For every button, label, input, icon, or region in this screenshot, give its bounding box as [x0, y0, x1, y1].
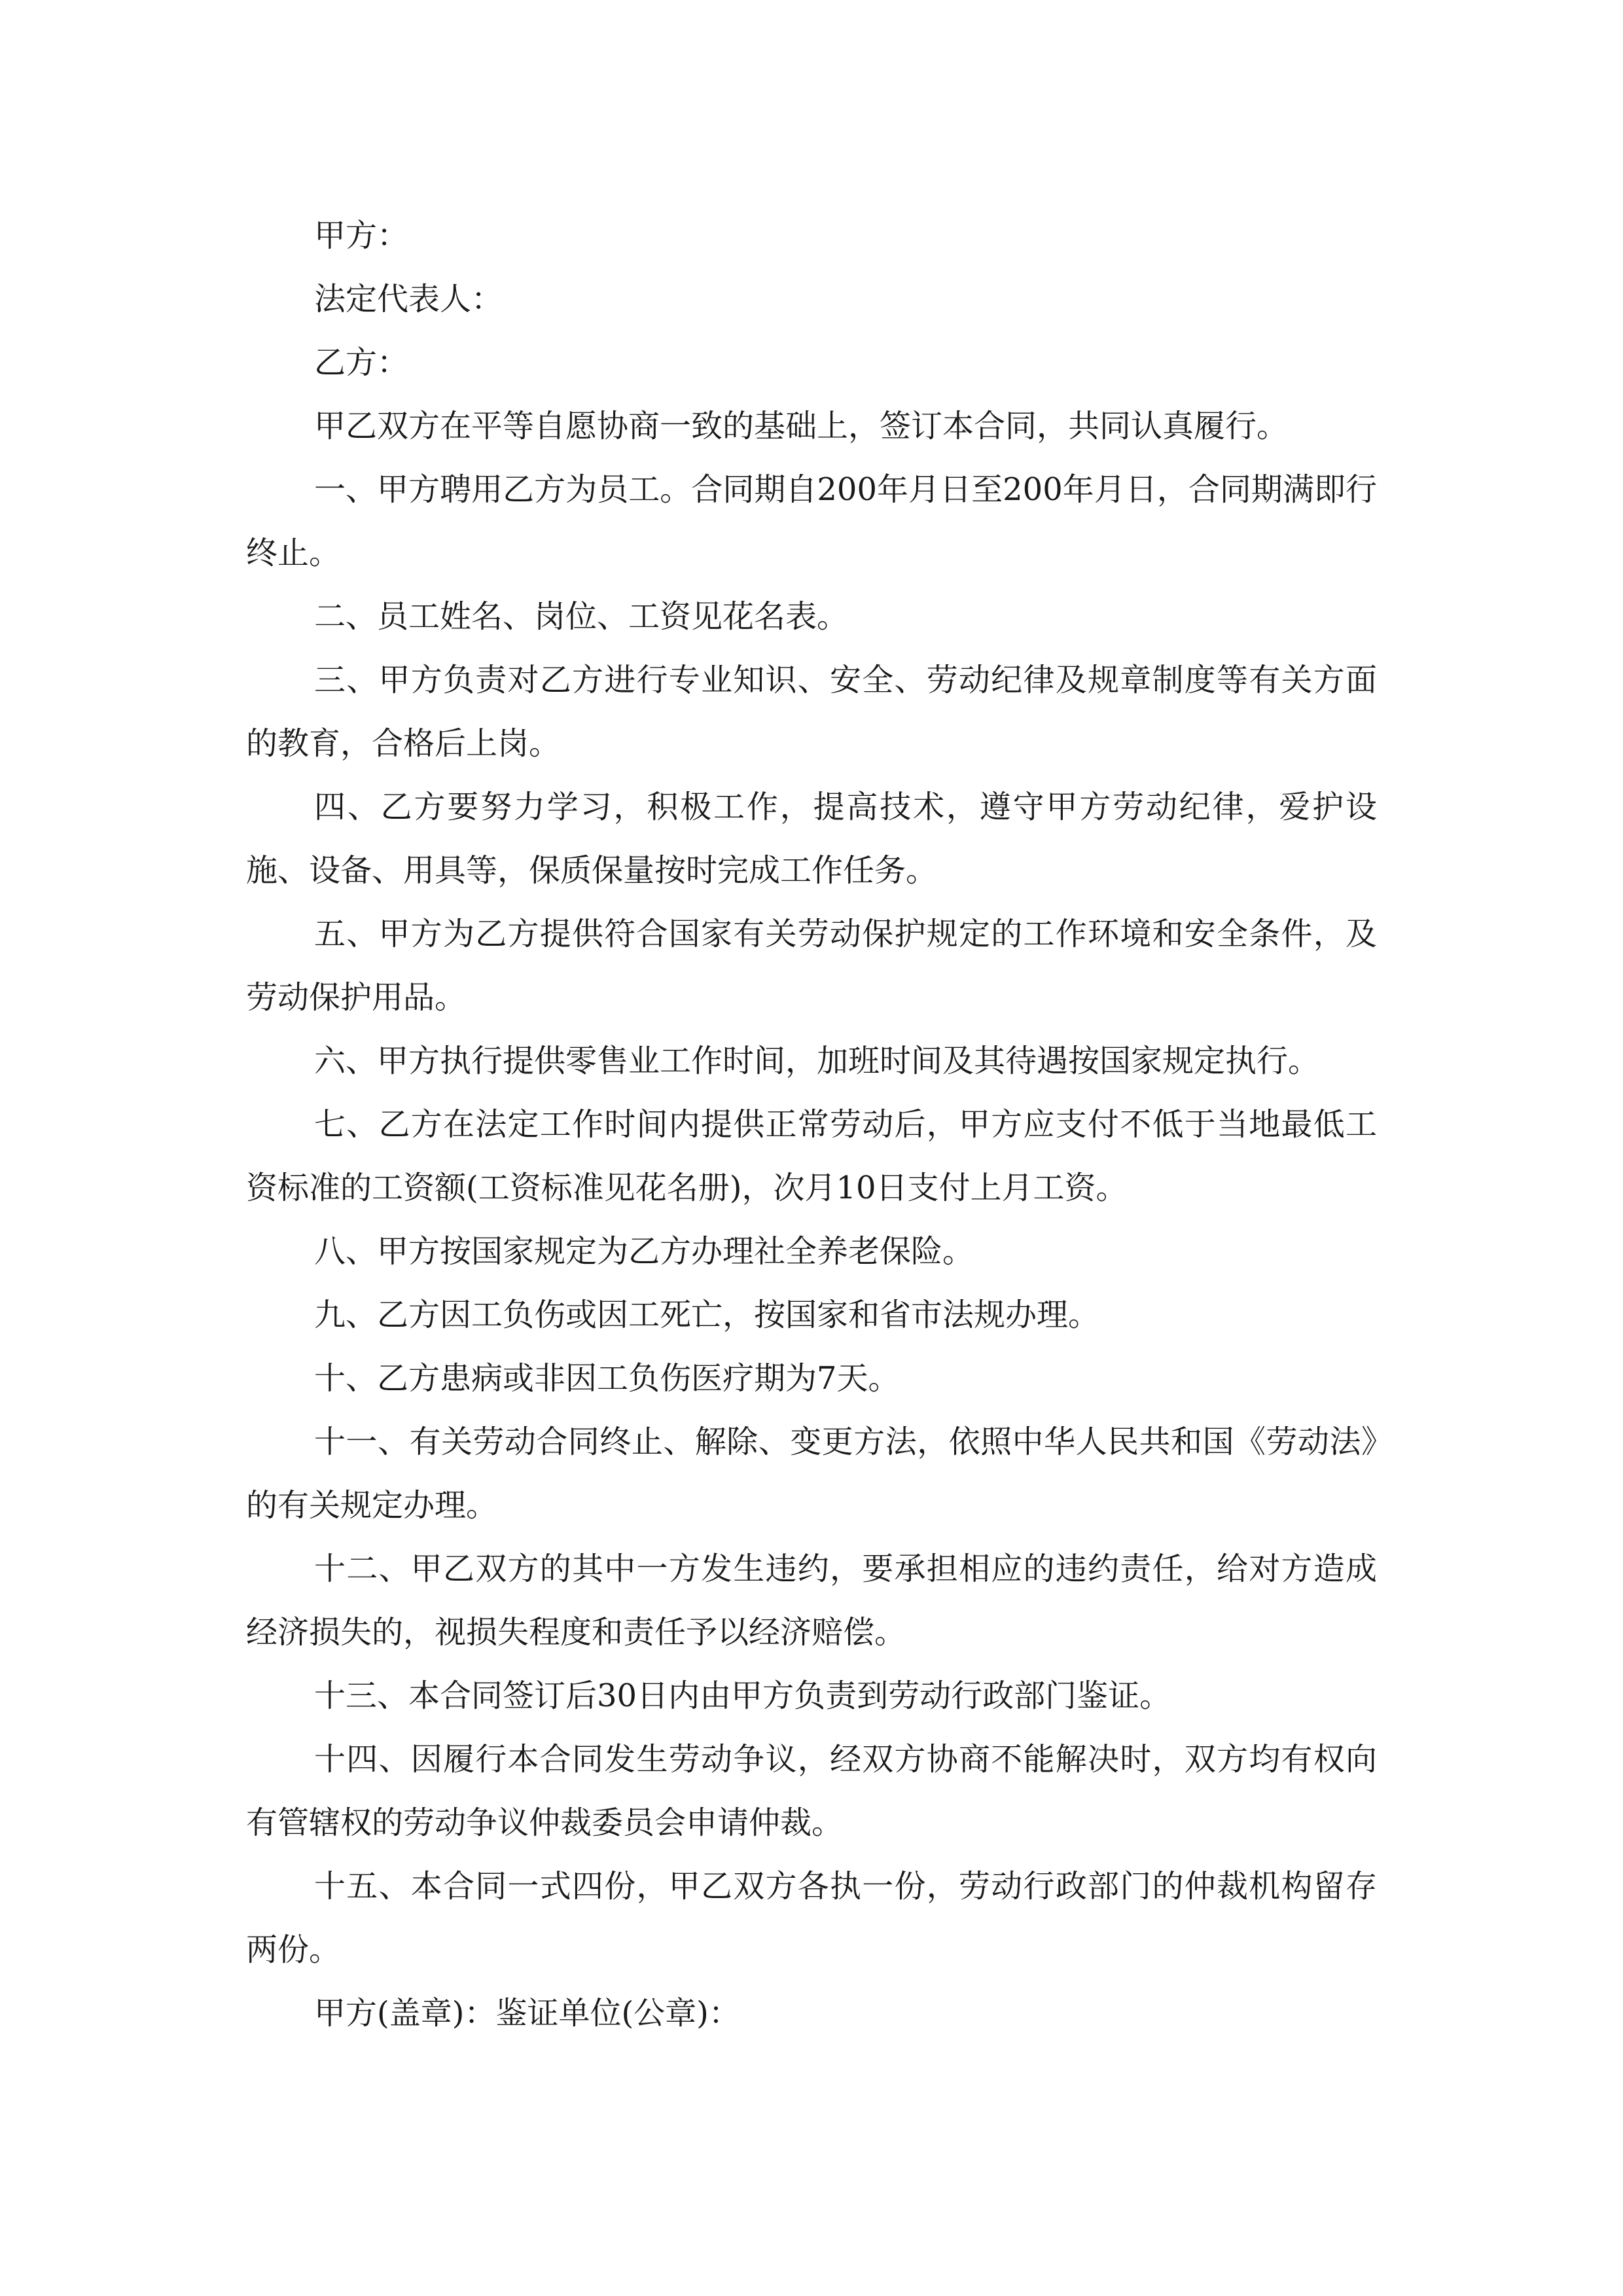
clause-2: 二、员工姓名、岗位、工资见花名表。 [314, 598, 849, 635]
clause-10: 十、乙方患病或非因工负伤医疗期为7天。 [314, 1360, 900, 1397]
clause-8: 八、甲方按国家规定为乙方办理社全养老保险。 [314, 1233, 974, 1270]
clause-9: 九、乙方因工负伤或因工死亡，按国家和省市法规办理。 [314, 1297, 1100, 1333]
clause-14: 十四、因履行本合同发生劳动争议，经双方协商不能解决时，双方均有权向有管辖权的劳动争议仲裁委员会申请仲裁。 [246, 1741, 1377, 1841]
clause-7: 七、乙方在法定工作时间内提供正常劳动后，甲方应支付不低于当地最低工资标准的工资额(工资标准见花名册)，次月10日支付上月工资。 [246, 1106, 1377, 1206]
contract-preamble: 甲乙双方在平等自愿协商一致的基础上，签订本合同，共同认真履行。 [314, 408, 1289, 444]
clause-4: 四、乙方要努力学习，积极工作，提高技术，遵守甲方劳动纪律，爱护设施、设备、用具等，保质保量按时完成工作任务。 [246, 789, 1377, 889]
legal-representative-label: 法定代表人： [314, 281, 503, 317]
party-b-label: 乙方： [314, 344, 409, 381]
contract-page [246, 204, 1377, 2045]
clause-15: 十五、本合同一式四份，甲乙双方各执一份，劳动行政部门的仲裁机构留存两份。 [246, 1868, 1377, 1968]
clause-5: 五、甲方为乙方提供符合国家有关劳动保护规定的工作环境和安全条件，及劳动保护用品。 [246, 916, 1377, 1016]
clause-11: 十一、有关劳动合同终止、解除、变更方法，依照中华人民共和国《劳动法》的有关规定办理。 [246, 1424, 1377, 1524]
clause-12: 十二、甲乙双方的其中一方发生违约，要承担相应的违约责任，给对方造成经济损失的，视损失程度和责任予以经济赔偿。 [246, 1551, 1377, 1651]
clause-1: 一、甲方聘用乙方为员工。合同期自200年月日至200年月日，合同期满即行终止。 [246, 471, 1377, 571]
signature-line: 甲方(盖章)：鉴证单位(公章)： [314, 1995, 740, 2032]
clause-6: 六、甲方执行提供零售业工作时间，加班时间及其待遇按国家规定执行。 [314, 1043, 1320, 1079]
clause-13: 十三、本合同签订后30日内由甲方负责到劳动行政部门鉴证。 [314, 1677, 1171, 1714]
party-a-label: 甲方： [314, 217, 409, 254]
clause-3: 三、甲方负责对乙方进行专业知识、安全、劳动纪律及规章制度等有关方面的教育，合格后上岗。 [246, 662, 1377, 762]
